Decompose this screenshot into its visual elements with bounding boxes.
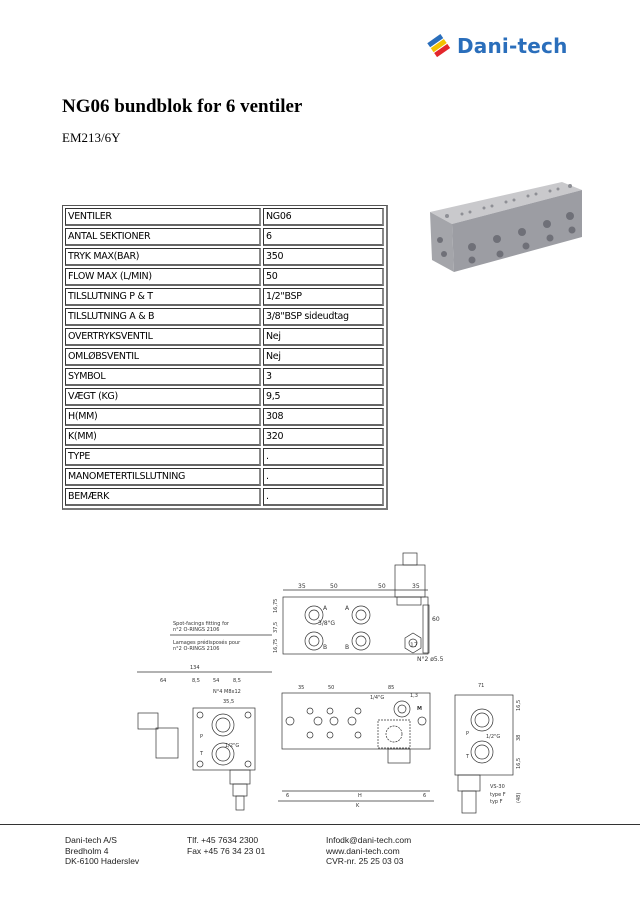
svg-text:8,5: 8,5 (192, 678, 200, 684)
table-row (65, 348, 384, 366)
svg-text:1/4"G: 1/4"G (370, 695, 385, 701)
svg-text:54: 54 (213, 678, 220, 684)
svg-text:16,75: 16,75 (273, 598, 279, 613)
svg-text:16,75: 16,75 (273, 638, 279, 653)
svg-text:M: M (417, 706, 422, 712)
svg-text:VS-30: VS-30 (490, 784, 505, 790)
spec-key: TYPE (65, 448, 261, 466)
spec-key: FLOW MAX (L/MIN) (65, 268, 261, 286)
footer-phone (187, 835, 265, 856)
spec-value: . (263, 488, 384, 506)
website-link[interactable]: www.dani-tech.com (326, 845, 400, 856)
svg-text:N°4 M8x12: N°4 M8x12 (213, 689, 241, 695)
svg-text:8,5: 8,5 (233, 678, 241, 684)
table-row (65, 408, 384, 426)
svg-text:35: 35 (298, 685, 305, 691)
svg-text:50: 50 (378, 583, 386, 590)
spec-value: 350 (263, 248, 384, 266)
svg-text:T: T (466, 754, 470, 760)
company-name: Dani-tech A/S (65, 835, 117, 845)
svg-text:71: 71 (478, 683, 485, 689)
svg-text:35,5: 35,5 (223, 699, 235, 705)
page-title: NG06 bundblok for 6 ventiler (62, 96, 303, 117)
spec-key: BEMÆRK (65, 488, 261, 506)
svg-text:6: 6 (286, 793, 290, 799)
spec-key: H(MM) (65, 408, 261, 426)
email-link[interactable]: Infodk@dani-tech.com (326, 835, 412, 845)
spec-key: MANOMETERTILSLUTNING (65, 468, 261, 486)
spec-key: VENTILER (65, 208, 261, 226)
svg-text:n°2 O-RINGS 2106: n°2 O-RINGS 2106 (173, 627, 220, 633)
svg-text:17: 17 (410, 642, 418, 649)
svg-text:Spot-facings fitting for: Spot-facings fitting for (173, 621, 229, 627)
spec-value: 3 (263, 368, 384, 386)
spec-key: TILSLUTNING P & T (65, 288, 261, 306)
logo-text: Dani-tech (457, 34, 568, 58)
spec-key: VÆGT (KG) (65, 388, 261, 406)
svg-text:35: 35 (412, 583, 420, 590)
spec-key: OMLØBSVENTIL (65, 348, 261, 366)
svg-text:type F: type F (490, 792, 506, 798)
svg-text:50: 50 (330, 583, 338, 590)
spec-value: 1/2"BSP (263, 288, 384, 306)
svg-text:3/8"G: 3/8"G (318, 620, 336, 627)
svg-text:38: 38 (516, 734, 522, 741)
spec-key: K(MM) (65, 428, 261, 446)
spec-key: OVERTRYKSVENTIL (65, 328, 261, 346)
spec-value: 50 (263, 268, 384, 286)
spec-key: TILSLUTNING A & B (65, 308, 261, 326)
footer-contact (326, 835, 411, 867)
footer-divider (0, 824, 640, 825)
spec-value: Nej (263, 328, 384, 346)
table-row (65, 248, 384, 266)
table-row (65, 308, 384, 326)
svg-text:n°2 O-RINGS 2106: n°2 O-RINGS 2106 (173, 646, 220, 652)
table-row (65, 428, 384, 446)
svg-text:T: T (200, 751, 204, 757)
spec-table (62, 205, 388, 510)
svg-text:1,3: 1,3 (410, 693, 418, 699)
spec-value: 320 (263, 428, 384, 446)
svg-text:A: A (323, 605, 328, 612)
svg-text:64: 64 (160, 678, 167, 684)
svg-text:typ F: typ F (490, 799, 503, 805)
table-row (65, 228, 384, 246)
spec-value: Nej (263, 348, 384, 366)
svg-text:35: 35 (298, 583, 306, 590)
svg-text:60: 60 (432, 616, 440, 623)
spec-key: ANTAL SEKTIONER (65, 228, 261, 246)
fax: Fax +45 76 34 23 01 (187, 845, 266, 856)
phone: Tlf. +45 7634 2300 (187, 835, 259, 845)
product-code: EM213/6Y (62, 130, 121, 145)
product-photo (422, 172, 582, 277)
spec-key: TRYK MAX(BAR) (65, 248, 261, 266)
svg-text:K: K (356, 803, 360, 809)
table-row (65, 488, 384, 506)
table-row (65, 328, 384, 346)
spec-key: SYMBOL (65, 368, 261, 386)
svg-text:B: B (345, 644, 350, 651)
cvr-number: CVR-nr. 25 25 03 03 (326, 856, 404, 866)
table-row (65, 368, 384, 386)
table-row (65, 448, 384, 466)
svg-text:Lamages prédisposés pour: Lamages prédisposés pour (173, 640, 241, 646)
spec-value: NG06 (263, 208, 384, 226)
table-row (65, 288, 384, 306)
spec-value: 6 (263, 228, 384, 246)
svg-text:6: 6 (423, 793, 427, 799)
svg-text:1/2"G: 1/2"G (225, 743, 240, 749)
technical-drawing (120, 545, 540, 825)
logo-mark-icon (427, 34, 451, 58)
svg-text:N°2 ø5.5: N°2 ø5.5 (417, 656, 444, 663)
svg-text:P: P (200, 734, 204, 740)
svg-text:50: 50 (328, 685, 335, 691)
city: DK-6100 Haderslev (65, 856, 140, 866)
svg-text:H: H (358, 793, 362, 799)
top-view-block (283, 597, 428, 654)
spec-value: . (263, 448, 384, 466)
spec-value: 3/8"BSP sideudtag (263, 308, 384, 326)
svg-text:16,5: 16,5 (516, 699, 522, 711)
svg-text:16,5: 16,5 (516, 757, 522, 769)
svg-text:P: P (466, 731, 470, 737)
table-row (65, 208, 384, 226)
footer-address (65, 835, 139, 867)
svg-text:1/2"G: 1/2"G (486, 734, 501, 740)
spec-value: 9,5 (263, 388, 384, 406)
svg-text:B: B (323, 644, 328, 651)
table-row (65, 388, 384, 406)
svg-text:85: 85 (388, 685, 395, 691)
spec-value: . (263, 468, 384, 486)
spec-value: 308 (263, 408, 384, 426)
street: Bredholm 4 (65, 845, 109, 856)
table-row (65, 468, 384, 486)
svg-text:134: 134 (190, 665, 200, 671)
company-logo (427, 34, 568, 58)
svg-text:37,5: 37,5 (273, 621, 279, 633)
table-row (65, 268, 384, 286)
svg-text:A: A (345, 605, 350, 612)
svg-text:(48): (48) (516, 792, 522, 803)
